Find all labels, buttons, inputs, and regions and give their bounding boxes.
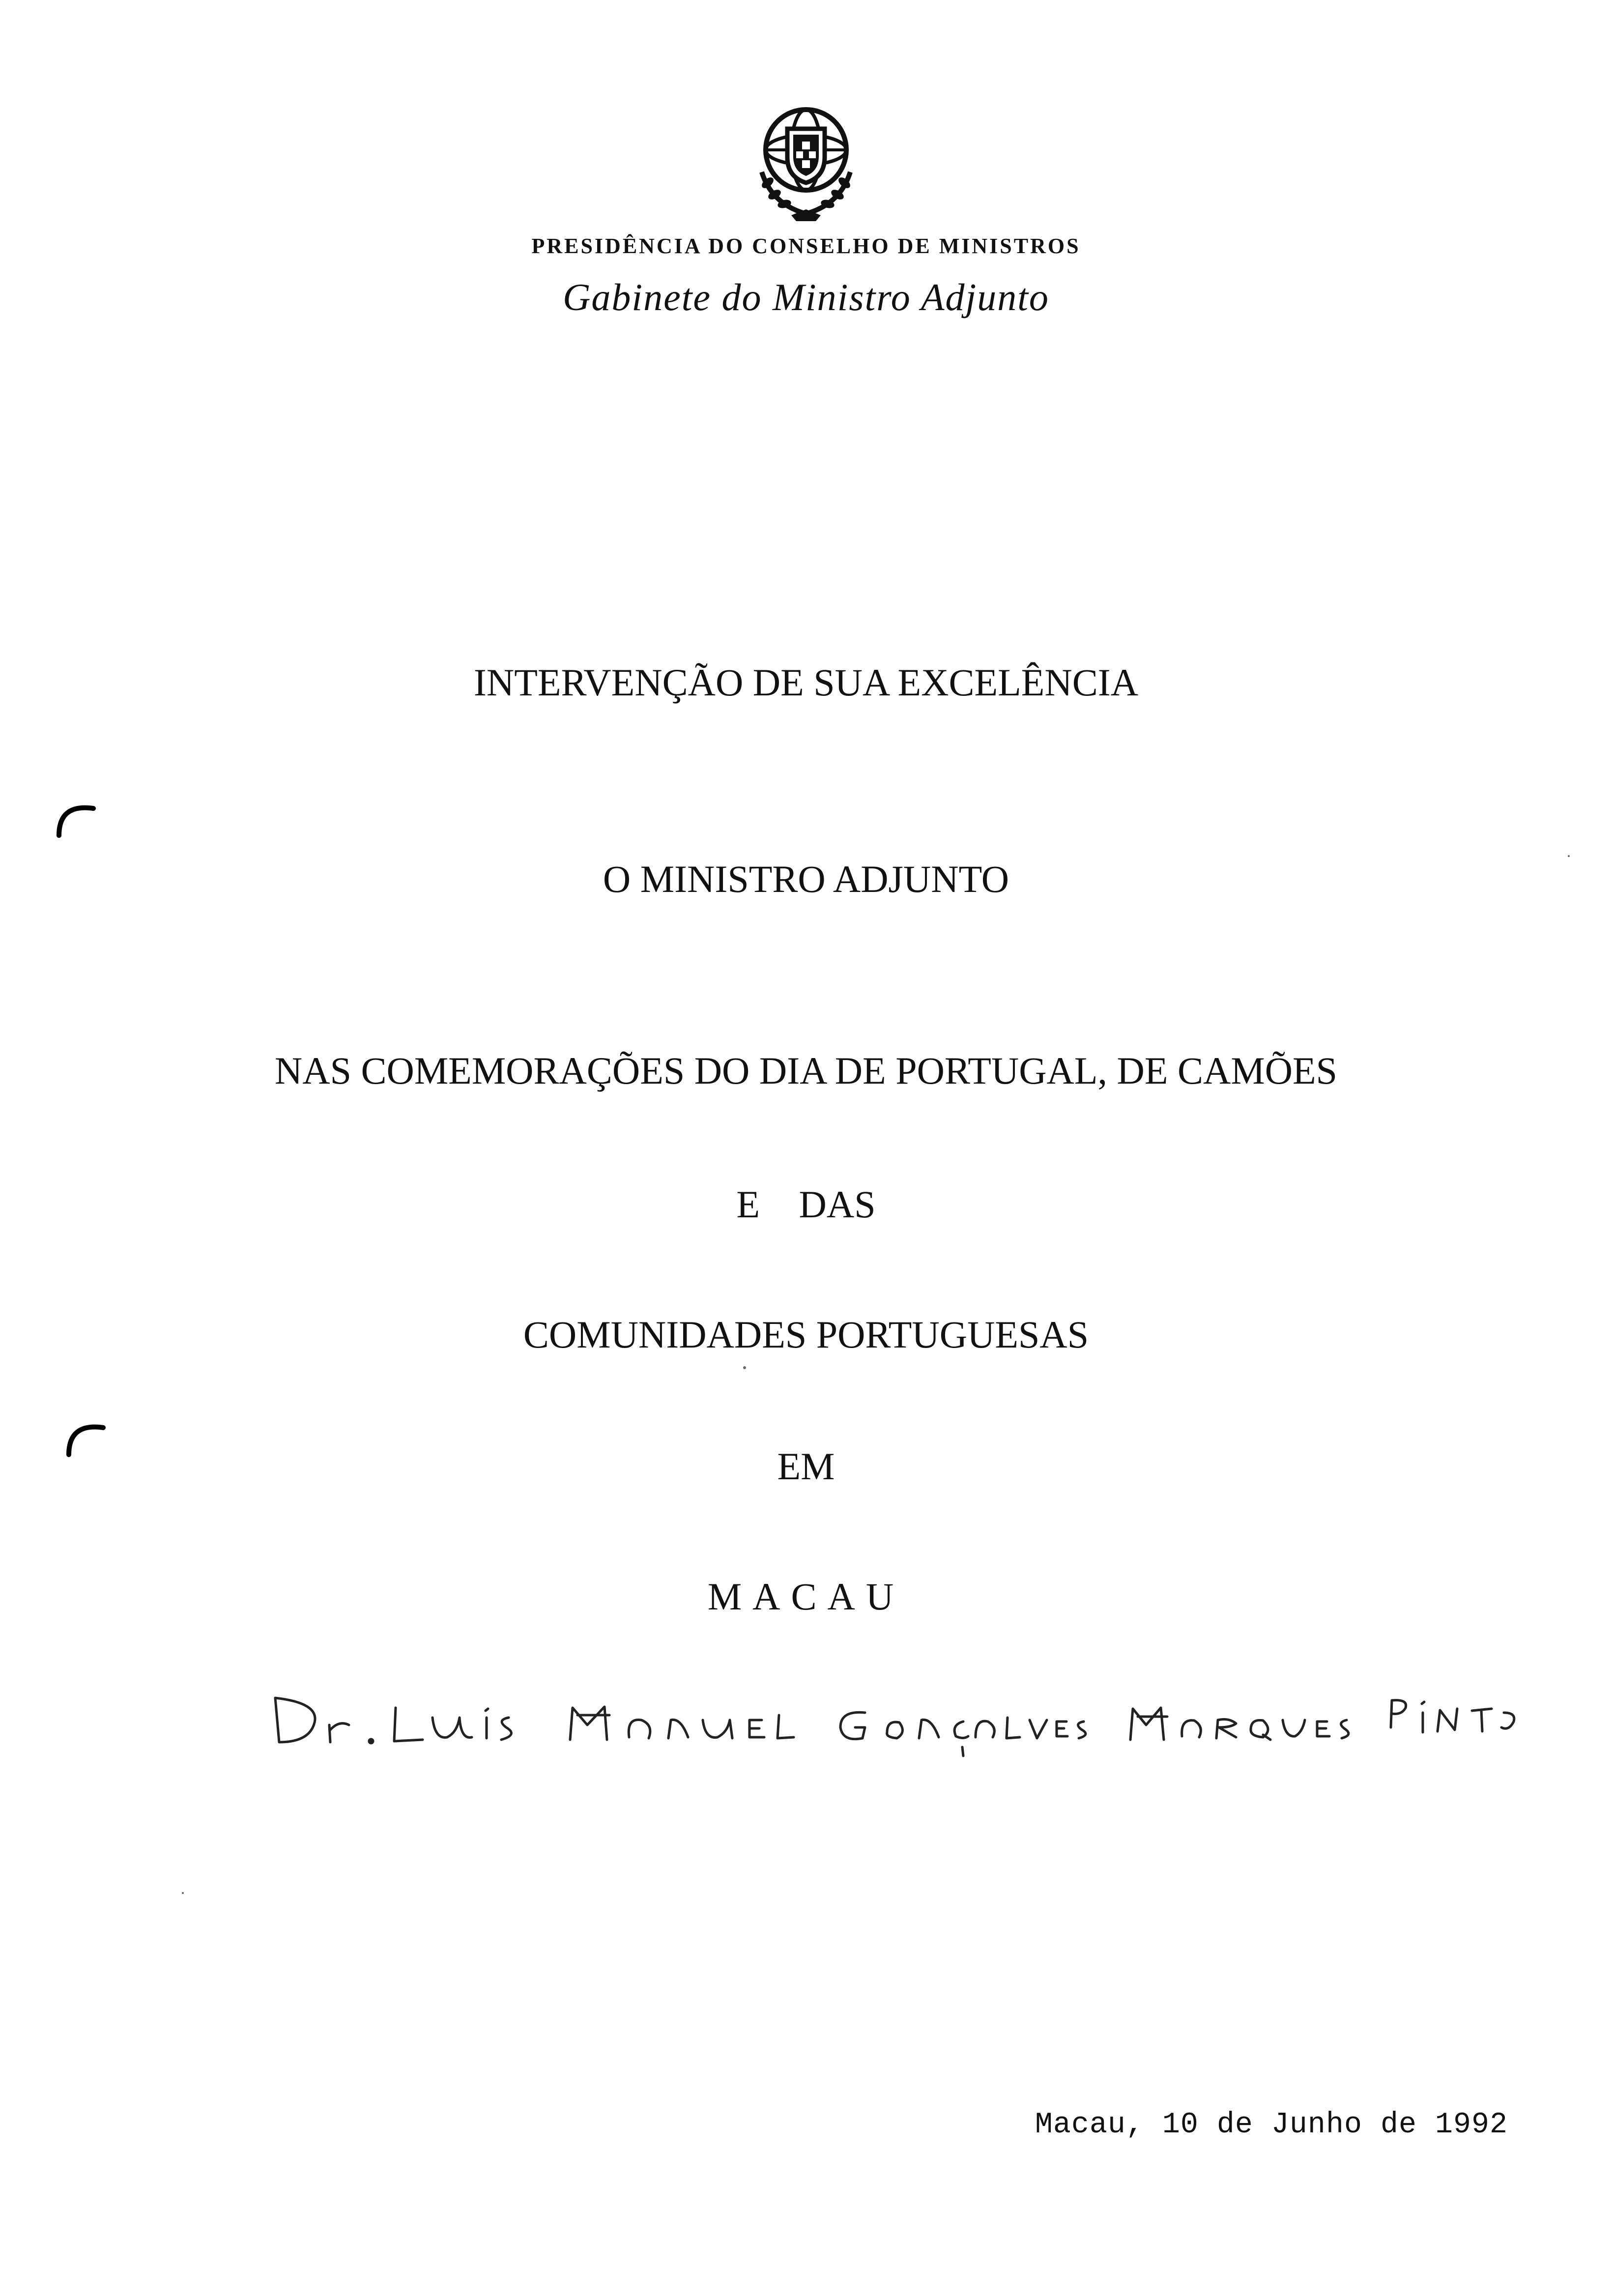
office-subheader: Gabinete do Ministro Adjunto — [563, 276, 1049, 318]
document-date: Macau, 10 de Junho de 1992 — [1035, 2108, 1508, 2142]
scan-speck — [743, 1366, 746, 1369]
title-line-4: E DAS — [736, 1183, 876, 1226]
punch-hole-icon — [54, 796, 98, 840]
title-line-7: MACAU — [707, 1575, 905, 1618]
title-line-6: EM — [777, 1445, 835, 1488]
title-line-3: NAS COMEMORAÇÕES DO DIA DE PORTUGAL, DE CAMÕES — [274, 1049, 1338, 1092]
scan-speck — [182, 1892, 184, 1894]
scan-speck — [1568, 855, 1570, 857]
title-line-2: O MINISTRO ADJUNTO — [603, 858, 1009, 900]
handwritten-signature — [265, 1678, 1524, 1762]
punch-hole-icon — [64, 1415, 108, 1460]
title-line-1: INTERVENÇÃO DE SUA EXCELÊNCIA — [473, 661, 1139, 704]
title-line-5: COMUNIDADES PORTUGUESAS — [523, 1313, 1089, 1356]
portuguese-coat-of-arms-icon — [742, 98, 870, 226]
institution-header: PRESIDÊNCIA DO CONSELHO DE MINISTROS — [531, 234, 1081, 258]
